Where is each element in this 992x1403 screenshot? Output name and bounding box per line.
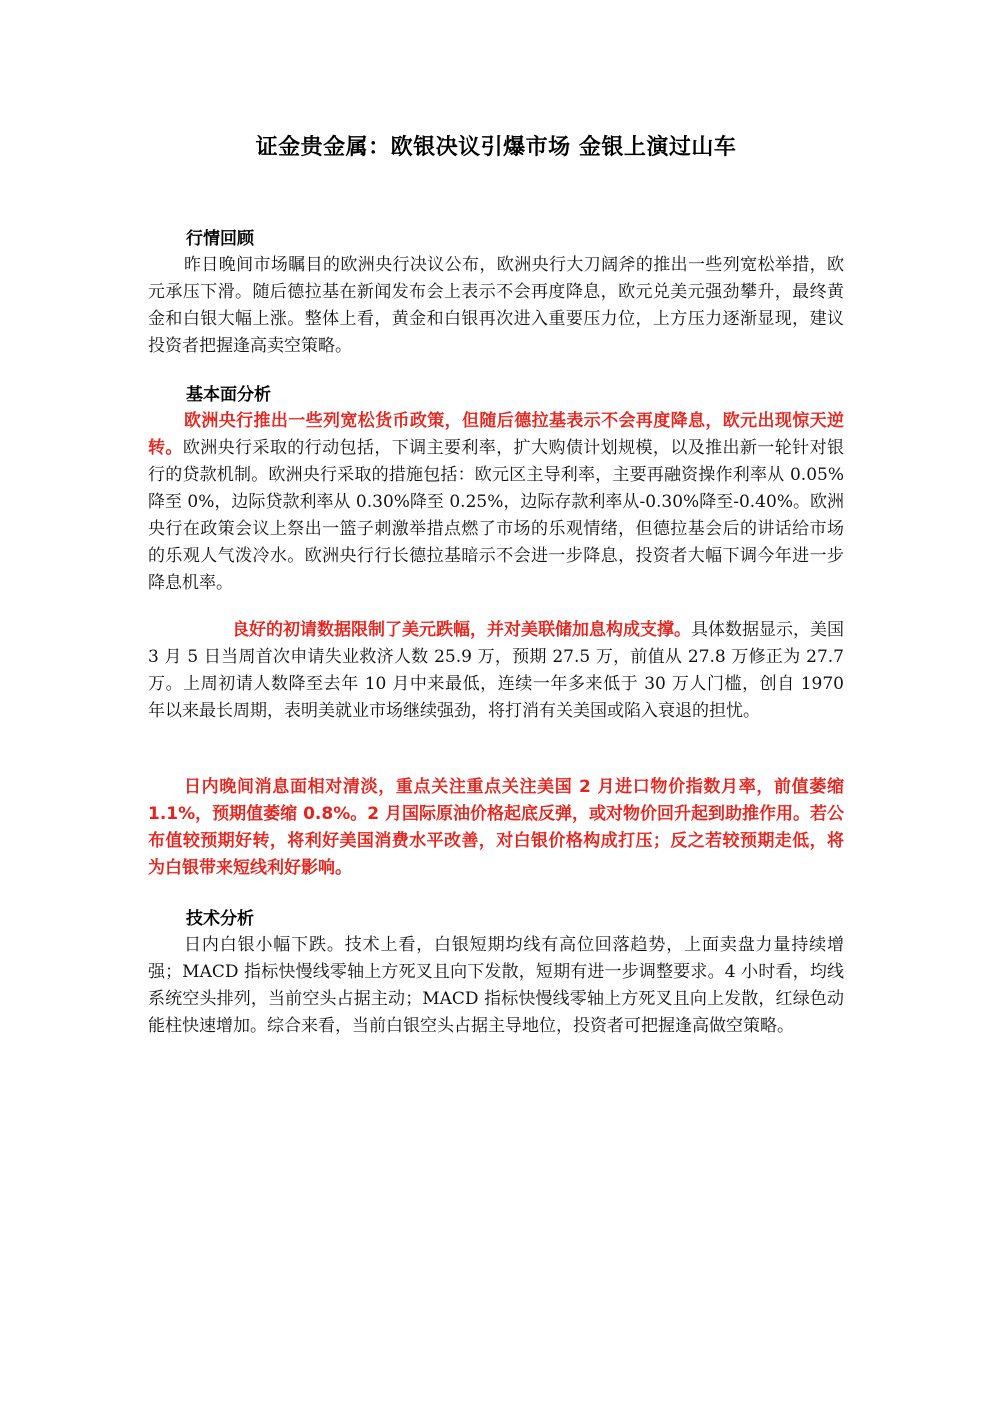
document-title: 证金贵金属：欧银决议引爆市场 金银上演过山车 (255, 135, 737, 160)
section-heading-fundamental: 基本面分析 (186, 385, 271, 405)
fundamental-body: 欧洲央行采取的行动包括，下调主要利率，扩大购债计划规模，以及推出新一轮针对银行的贷款机制。欧洲央行采取的措施包括：欧元区主导利率，主要再融资操作利率从 0.05%降至 0%，边际贷款利率从 0.30%降至 0.25%，边际存款利率从-0.30%降至-0.40%。欧洲央行在政策会议上祭出一篮子刺激举措点燃了市场的乐观情绪，但德拉基会后的讲话给市场的乐观人气泼冷水。欧洲央行行长德拉基暗示不会进一步降息，投资者大幅下调今年进一步降息机率。 (148, 438, 845, 593)
section-fundamental (148, 382, 844, 597)
section-outlook (148, 774, 844, 882)
jobless-highlight: 良好的初请数据限制了美元跌幅，并对美联储加息构成支撑。 (232, 620, 691, 640)
jobless-body: 具体数据显示，美国 3 月 5 日当周首次申请失业救济人数 25.9 万，预期 27.5 万，前值从 27.8 万修正为 27.7 万。上周初请人数降至去年 10 月中来最低，连续一年多来低于 30 万人门槛，创自 1970 年以来最长周期，表明美就业市场继续强劲，将打消有关美国或陷入衰退的担忧。 (148, 620, 844, 721)
outlook-highlight: 日内晚间消息面相对清淡，重点关注重点关注美国 2 月进口物价指数月率，前值萎缩 1.1%，预期值萎缩 0.8%。2 月国际原油价格起底反弹，或对物价回升起到助推作用。若公布值较预期好转，将利好美国消费水平改善，对白银价格构成打压；反之若较预期走低，将为白银带来短线利好影响。 (148, 777, 844, 878)
section-heading-review: 行情回顾 (186, 229, 254, 249)
section-review (148, 226, 844, 360)
section-jobless (148, 617, 844, 725)
jobless-paragraph (148, 617, 844, 725)
review-paragraph: 昨日晚间市场瞩目的欧洲央行决议公布，欧洲央行大刀阔斧的推出一些列宽松举措，欧元承压下滑。随后德拉基在新闻发布会上表示不会再度降息，欧元兑美元强劲攀升，最终黄金和白银大幅上涨。整体上看，黄金和白银再次进入重要压力位，上方压力逐渐显现，建议投资者把握逢高卖空策略。 (148, 255, 844, 356)
section-technical (148, 906, 844, 1040)
fundamental-highlight: 欧洲央行推出一些列宽松货币政策，但随后德拉基表示不会再度降息，欧元出现惊天逆转。 (148, 411, 844, 458)
technical-paragraph: 日内白银小幅下跌。技术上看，白银短期均线有高位回落趋势，上面卖盘力量持续增强；MACD 指标快慢线零轴上方死叉且向下发散，短期有进一步调整要求。4 小时看，均线系统空头排列，当前空头占据主动；MACD 指标快慢线零轴上方死叉且向上发散，红绿色动能柱快速增加。综合来看，当前白银空头占据主导地位，投资者可把握逢高做空策略。 (148, 935, 844, 1036)
outlook-paragraph (148, 774, 844, 882)
fundamental-paragraph (148, 408, 844, 597)
section-heading-technical: 技术分析 (186, 909, 254, 929)
